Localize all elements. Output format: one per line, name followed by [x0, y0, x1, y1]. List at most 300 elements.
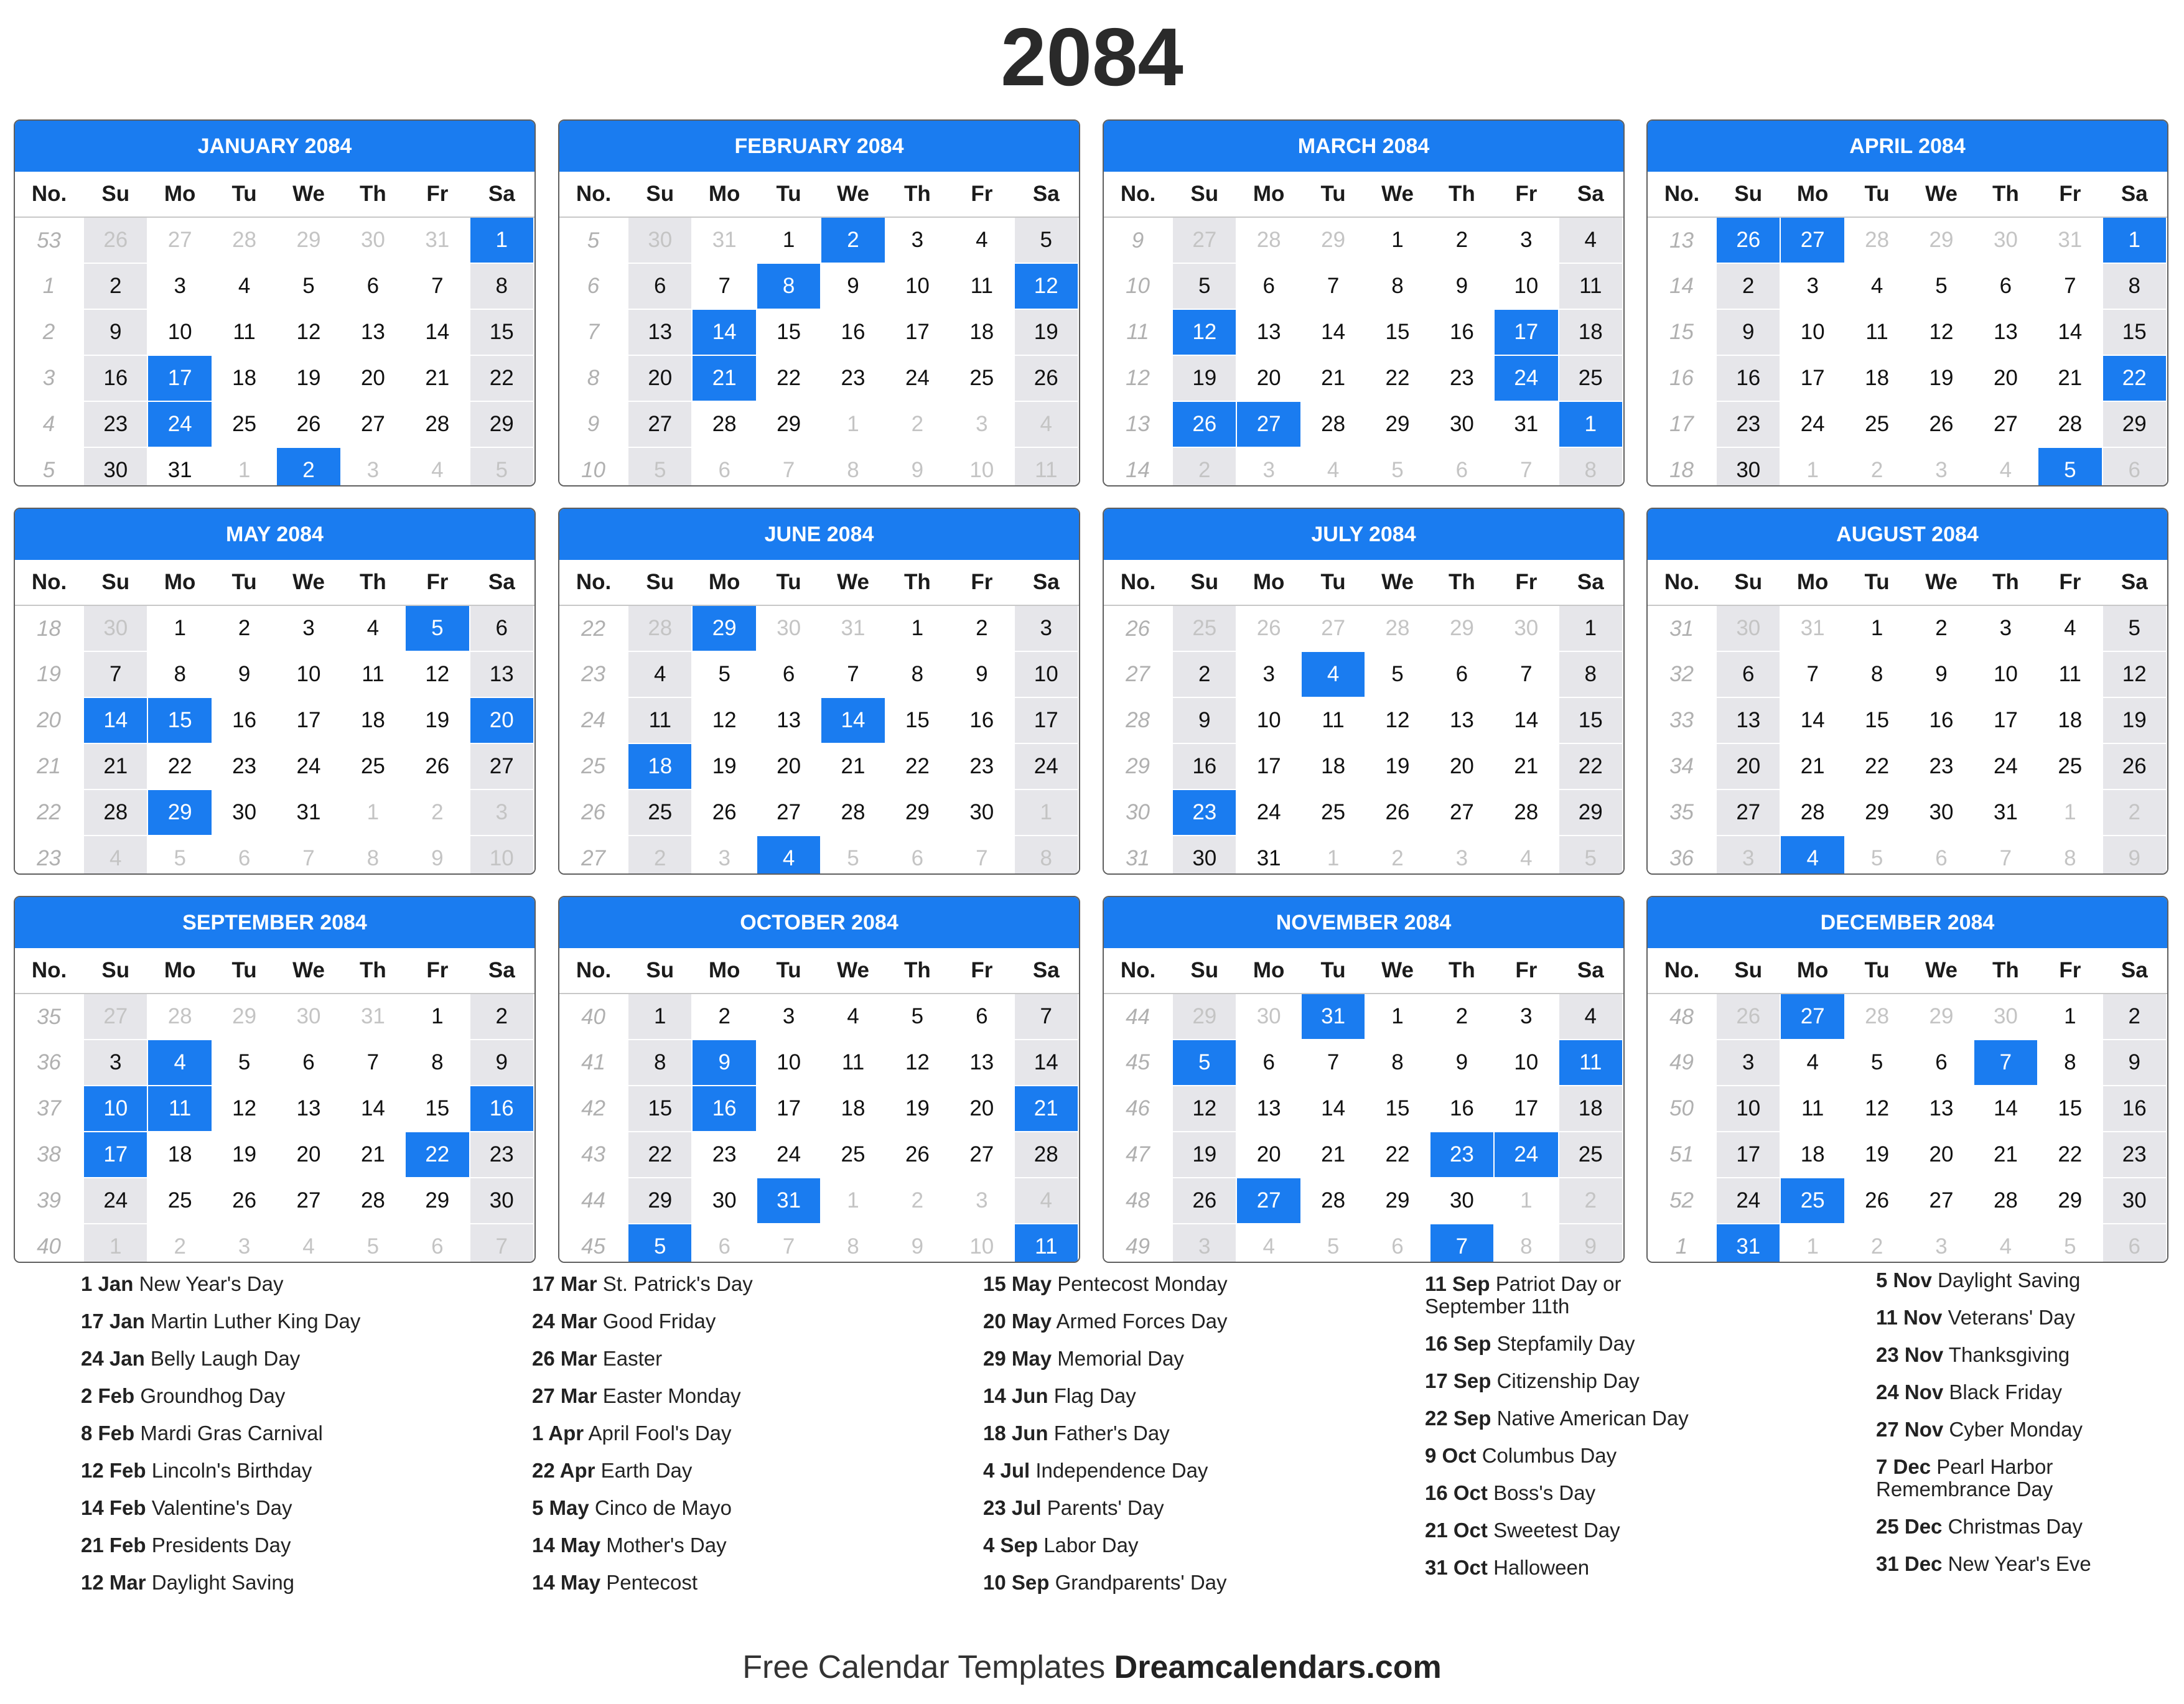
week-number: 34 [1648, 743, 1716, 789]
holiday-item [532, 1422, 943, 1445]
day-cell: 7 [405, 263, 469, 309]
day-cell-holiday: 11 [147, 1086, 212, 1132]
week-number: 1 [15, 263, 83, 309]
week-row [1648, 994, 2167, 1040]
weekday-header: Sa [2102, 948, 2167, 994]
weekday-header: Sa [1559, 948, 1623, 994]
day-cell: 31 [1494, 401, 1558, 447]
week-number: 36 [15, 1040, 83, 1086]
holiday-name: Parents' Day [1047, 1496, 1164, 1519]
holiday-date: 20 May [983, 1310, 1052, 1333]
holiday-date: 17 Jan [81, 1310, 145, 1333]
holiday-item [983, 1310, 1394, 1333]
day-cell: 28 [147, 994, 212, 1040]
day-cell: 8 [147, 651, 212, 697]
holiday-item [81, 1310, 492, 1333]
day-cell: 4 [1559, 994, 1623, 1040]
day-cell: 29 [1172, 994, 1236, 1040]
day-cell: 2 [692, 994, 756, 1040]
day-cell: 10 [1974, 651, 2038, 697]
day-cell: 4 [821, 994, 885, 1040]
day-cell: 28 [1014, 1132, 1078, 1178]
day-cell: 23 [692, 1132, 756, 1178]
day-cell: 27 [950, 1132, 1014, 1178]
weekday-header: Mo [1780, 948, 1844, 994]
weekday-header: Th [341, 560, 405, 605]
weekday-header: Tu [1301, 172, 1365, 217]
day-cell: 20 [1430, 743, 1494, 789]
day-cell: 11 [1559, 263, 1623, 309]
day-cell: 18 [1559, 1086, 1623, 1132]
day-cell: 3 [1780, 263, 1844, 309]
day-cell: 5 [276, 263, 340, 309]
week-row [15, 605, 534, 651]
day-cell: 9 [1559, 1224, 1623, 1263]
day-cell-holiday: 31 [1301, 994, 1365, 1040]
day-cell: 7 [276, 836, 340, 875]
day-cell: 8 [1365, 1040, 1429, 1086]
week-row [559, 651, 1078, 697]
day-cell: 5 [1365, 651, 1429, 697]
holiday-date: 18 Jun [983, 1422, 1048, 1445]
day-cell: 20 [1716, 743, 1780, 789]
day-cell: 7 [1974, 836, 2038, 875]
day-cell: 3 [1716, 1040, 1780, 1086]
day-cell: 4 [950, 217, 1014, 263]
week-row [559, 605, 1078, 651]
day-cell: 24 [757, 1132, 821, 1178]
week-row [559, 836, 1078, 875]
holiday-name: Native American Day [1496, 1407, 1689, 1430]
holiday-date: 11 Sep [1425, 1272, 1490, 1295]
week-number: 47 [1104, 1132, 1172, 1178]
day-cell: 28 [1974, 1178, 2038, 1224]
day-cell: 29 [1301, 217, 1365, 263]
holiday-column [983, 1273, 1394, 1609]
day-cell: 23 [1909, 743, 1973, 789]
week-row [1648, 1086, 2167, 1132]
day-cell: 5 [2038, 1224, 2102, 1263]
day-cell: 19 [692, 743, 756, 789]
day-cell: 16 [1172, 743, 1236, 789]
holiday-date: 2 Feb [81, 1384, 135, 1407]
holiday-date: 24 Mar [532, 1310, 597, 1333]
weekday-header: Th [1974, 948, 2038, 994]
day-cell: 27 [147, 217, 212, 263]
holiday-item [532, 1460, 943, 1482]
day-cell: 5 [147, 836, 212, 875]
week-row [559, 447, 1078, 487]
day-cell: 14 [1301, 1086, 1365, 1132]
day-cell: 31 [276, 789, 340, 836]
day-cell: 2 [885, 401, 950, 447]
day-cell-holiday: 27 [1780, 994, 1844, 1040]
day-cell-holiday: 4 [1780, 836, 1844, 875]
day-cell-holiday: 10 [83, 1086, 147, 1132]
week-number: 44 [559, 1178, 628, 1224]
day-cell: 15 [1365, 309, 1429, 355]
day-cell: 29 [1430, 605, 1494, 651]
day-cell: 11 [950, 263, 1014, 309]
holiday-item [983, 1273, 1394, 1295]
day-cell: 7 [821, 651, 885, 697]
holiday-item [1425, 1407, 1717, 1430]
day-cell: 10 [470, 836, 534, 875]
week-row [1104, 263, 1623, 309]
day-cell: 29 [757, 401, 821, 447]
holiday-item [983, 1571, 1394, 1594]
weekday-header: Sa [470, 948, 534, 994]
day-cell: 13 [1909, 1086, 1973, 1132]
weekday-header-row [1648, 948, 2167, 994]
holiday-name: Valentine's Day [151, 1496, 292, 1519]
day-cell: 27 [628, 401, 692, 447]
day-cell: 18 [212, 355, 276, 401]
day-cell-holiday: 14 [821, 697, 885, 743]
month-title: AUGUST 2084 [1648, 509, 2167, 560]
holiday-name: New Year's Eve [1948, 1552, 2091, 1575]
holiday-item [983, 1460, 1394, 1482]
weekday-header: Fr [405, 948, 469, 994]
day-cell: 11 [341, 651, 405, 697]
weekday-header: Su [628, 172, 692, 217]
day-cell: 19 [1172, 1132, 1236, 1178]
day-cell: 13 [950, 1040, 1014, 1086]
day-cell: 4 [1014, 1178, 1078, 1224]
month-table [15, 172, 534, 487]
day-cell: 22 [147, 743, 212, 789]
day-cell: 29 [2102, 401, 2167, 447]
week-row [1104, 605, 1623, 651]
day-cell: 2 [885, 1178, 950, 1224]
day-cell: 12 [276, 309, 340, 355]
day-cell: 18 [1780, 1132, 1844, 1178]
month-title: JUNE 2084 [559, 509, 1079, 560]
holiday-name: Sweetest Day [1493, 1519, 1620, 1542]
month-title: MARCH 2084 [1104, 121, 1623, 172]
week-row [15, 447, 534, 487]
day-cell: 7 [757, 1224, 821, 1263]
day-cell: 29 [885, 789, 950, 836]
day-cell: 1 [1301, 836, 1365, 875]
weekday-header: Sa [470, 172, 534, 217]
week-row [1104, 836, 1623, 875]
holiday-date: 24 Jan [81, 1347, 145, 1370]
day-cell: 15 [885, 697, 950, 743]
holiday-name: Belly Laugh Day [150, 1347, 301, 1370]
day-cell: 1 [1559, 605, 1623, 651]
day-cell: 24 [1974, 743, 2038, 789]
day-cell: 5 [1845, 1040, 1909, 1086]
holiday-name: Grandparents' Day [1055, 1571, 1227, 1594]
day-cell: 6 [1430, 447, 1494, 487]
day-cell: 26 [276, 401, 340, 447]
week-number-header: No. [15, 948, 83, 994]
weekday-header: We [1909, 948, 1973, 994]
day-cell: 7 [1780, 651, 1844, 697]
day-cell: 29 [1559, 789, 1623, 836]
day-cell: 30 [2102, 1178, 2167, 1224]
holiday-item [532, 1348, 943, 1370]
day-cell: 5 [2102, 605, 2167, 651]
day-cell: 26 [405, 743, 469, 789]
day-cell: 8 [885, 651, 950, 697]
week-row [559, 1086, 1078, 1132]
day-cell: 17 [757, 1086, 821, 1132]
month-card [558, 119, 1080, 487]
weekday-header: Tu [212, 172, 276, 217]
day-cell: 2 [1559, 1178, 1623, 1224]
day-cell: 2 [1365, 836, 1429, 875]
day-cell: 9 [470, 1040, 534, 1086]
day-cell: 30 [1430, 401, 1494, 447]
weekday-header: Su [83, 172, 147, 217]
day-cell: 7 [692, 263, 756, 309]
day-cell: 1 [885, 605, 950, 651]
day-cell-holiday: 7 [1974, 1040, 2038, 1086]
holiday-column [1876, 1269, 2125, 1590]
holiday-date: 23 Jul [983, 1496, 1042, 1519]
week-number: 5 [559, 217, 628, 263]
weekday-header: Mo [1236, 948, 1300, 994]
day-cell: 23 [212, 743, 276, 789]
day-cell: 21 [1974, 1132, 2038, 1178]
weekday-header-row [559, 172, 1078, 217]
holiday-date: 21 Oct [1425, 1519, 1488, 1542]
holiday-name: Daylight Saving [151, 1571, 295, 1594]
week-number: 40 [559, 994, 628, 1040]
holiday-item [1425, 1557, 1717, 1579]
day-cell: 9 [885, 447, 950, 487]
weekday-header-row [559, 948, 1078, 994]
day-cell: 17 [1974, 697, 2038, 743]
holiday-name: Father's Day [1053, 1422, 1170, 1445]
day-cell: 23 [1716, 401, 1780, 447]
week-number-header: No. [1648, 560, 1716, 605]
weekday-header: Fr [405, 560, 469, 605]
day-cell: 27 [1716, 789, 1780, 836]
weekday-header-row [1648, 560, 2167, 605]
day-cell: 2 [83, 263, 147, 309]
weekday-header: Th [885, 172, 950, 217]
week-row [1648, 1132, 2167, 1178]
day-cell: 4 [1974, 447, 2038, 487]
week-row [1648, 1040, 2167, 1086]
day-cell: 17 [1716, 1132, 1780, 1178]
weekday-header: We [1365, 948, 1429, 994]
day-cell: 1 [821, 1178, 885, 1224]
footer-prefix: Free Calendar Templates [742, 1649, 1106, 1685]
holiday-date: 24 Nov [1876, 1380, 1944, 1404]
holiday-name: Martin Luther King Day [150, 1310, 361, 1333]
day-cell: 17 [1236, 743, 1300, 789]
day-cell: 11 [1014, 447, 1078, 487]
day-cell: 29 [1909, 217, 1973, 263]
day-cell: 15 [470, 309, 534, 355]
weekday-header: Th [1974, 172, 2038, 217]
day-cell: 3 [1172, 1224, 1236, 1263]
weekday-header-row [1104, 172, 1623, 217]
holiday-date: 4 Jul [983, 1459, 1030, 1482]
day-cell: 16 [212, 697, 276, 743]
day-cell: 28 [83, 789, 147, 836]
day-cell: 2 [147, 1224, 212, 1263]
week-row [1648, 401, 2167, 447]
day-cell: 6 [2102, 1224, 2167, 1263]
day-cell: 9 [405, 836, 469, 875]
weekday-header: Tu [1301, 560, 1365, 605]
day-cell: 12 [885, 1040, 950, 1086]
week-number: 49 [1104, 1224, 1172, 1263]
day-cell: 14 [1014, 1040, 1078, 1086]
day-cell-holiday: 31 [1716, 1224, 1780, 1263]
week-number-header: No. [15, 172, 83, 217]
day-cell: 11 [212, 309, 276, 355]
day-cell: 15 [1365, 1086, 1429, 1132]
day-cell: 30 [83, 447, 147, 487]
day-cell: 26 [1909, 401, 1973, 447]
day-cell: 4 [1301, 447, 1365, 487]
holiday-item [532, 1310, 943, 1333]
week-row [15, 355, 534, 401]
week-number-header: No. [559, 560, 628, 605]
holiday-item [1425, 1273, 1717, 1318]
weekday-header: Su [83, 948, 147, 994]
day-cell: 4 [1845, 263, 1909, 309]
week-number-header: No. [1104, 172, 1172, 217]
day-cell: 6 [1236, 1040, 1300, 1086]
day-cell-holiday: 9 [692, 1040, 756, 1086]
day-cell: 22 [1365, 355, 1429, 401]
day-cell: 27 [1974, 401, 2038, 447]
day-cell: 14 [1974, 1086, 2038, 1132]
holiday-date: 5 May [532, 1496, 589, 1519]
day-cell: 6 [885, 836, 950, 875]
week-row [1648, 1178, 2167, 1224]
week-number: 32 [1648, 651, 1716, 697]
day-cell: 24 [1014, 743, 1078, 789]
day-cell: 16 [1430, 1086, 1494, 1132]
holiday-column [1425, 1273, 1717, 1594]
weekday-header: Th [885, 948, 950, 994]
weekday-header: Mo [147, 948, 212, 994]
day-cell: 5 [821, 836, 885, 875]
week-row [1104, 1086, 1623, 1132]
day-cell: 1 [1780, 447, 1844, 487]
holiday-item [1425, 1482, 1717, 1504]
day-cell: 2 [1716, 263, 1780, 309]
day-cell: 16 [1430, 309, 1494, 355]
day-cell: 4 [1780, 1040, 1844, 1086]
day-cell: 8 [341, 836, 405, 875]
day-cell: 6 [757, 651, 821, 697]
holiday-name: Daylight Saving [1938, 1269, 2081, 1292]
holiday-name: Mother's Day [606, 1534, 727, 1557]
day-cell-holiday: 11 [1014, 1224, 1078, 1263]
day-cell: 1 [405, 994, 469, 1040]
day-cell: 13 [341, 309, 405, 355]
day-cell: 30 [341, 217, 405, 263]
day-cell-holiday: 27 [1780, 217, 1844, 263]
holiday-date: 14 Jun [983, 1384, 1048, 1407]
day-cell: 13 [757, 697, 821, 743]
day-cell: 28 [212, 217, 276, 263]
day-cell: 6 [1236, 263, 1300, 309]
day-cell: 2 [470, 994, 534, 1040]
holiday-date: 31 Dec [1876, 1552, 1943, 1575]
day-cell: 3 [83, 1040, 147, 1086]
month-title: DECEMBER 2084 [1648, 897, 2167, 948]
day-cell: 9 [821, 263, 885, 309]
month-title: APRIL 2084 [1648, 121, 2167, 172]
day-cell: 9 [885, 1224, 950, 1263]
weekday-header: Sa [1014, 172, 1078, 217]
day-cell: 6 [1909, 836, 1973, 875]
day-cell: 1 [1845, 605, 1909, 651]
week-row [559, 1178, 1078, 1224]
day-cell: 15 [2038, 1086, 2102, 1132]
day-cell: 4 [83, 836, 147, 875]
day-cell-holiday: 5 [405, 605, 469, 651]
day-cell-holiday: 4 [757, 836, 821, 875]
month-table [1648, 948, 2167, 1263]
day-cell: 15 [1559, 697, 1623, 743]
week-number: 31 [1104, 836, 1172, 875]
holiday-date: 16 Oct [1425, 1481, 1488, 1504]
holiday-name: Flag Day [1053, 1384, 1136, 1407]
day-cell: 10 [885, 263, 950, 309]
day-cell: 21 [1301, 355, 1365, 401]
week-number: 4 [15, 401, 83, 447]
day-cell: 3 [1494, 994, 1558, 1040]
day-cell: 22 [628, 1132, 692, 1178]
day-cell: 15 [405, 1086, 469, 1132]
day-cell: 26 [83, 217, 147, 263]
day-cell: 2 [1172, 651, 1236, 697]
weekday-header: Su [1716, 948, 1780, 994]
day-cell: 1 [212, 447, 276, 487]
day-cell: 1 [2038, 994, 2102, 1040]
day-cell: 21 [1494, 743, 1558, 789]
week-number-header: No. [559, 172, 628, 217]
day-cell: 3 [757, 994, 821, 1040]
holiday-name: Pearl Harbor Remembrance Day [1876, 1455, 2053, 1501]
holiday-name: Columbus Day [1482, 1444, 1617, 1467]
day-cell: 12 [1909, 309, 1973, 355]
month-card [1103, 896, 1625, 1263]
day-cell: 27 [1172, 217, 1236, 263]
day-cell-holiday: 14 [692, 309, 756, 355]
holiday-date: 15 May [983, 1272, 1052, 1295]
holiday-name: Labor Day [1043, 1534, 1139, 1557]
day-cell: 23 [2102, 1132, 2167, 1178]
day-cell: 7 [1494, 447, 1558, 487]
day-cell-holiday: 21 [1014, 1086, 1078, 1132]
day-cell: 4 [1014, 401, 1078, 447]
day-cell: 2 [1430, 217, 1494, 263]
week-number: 41 [559, 1040, 628, 1086]
weekday-header: Mo [1236, 172, 1300, 217]
day-cell: 31 [147, 447, 212, 487]
holiday-name: New Year's Day [139, 1272, 284, 1295]
week-number: 19 [15, 651, 83, 697]
holiday-item [983, 1348, 1394, 1370]
week-number: 45 [1104, 1040, 1172, 1086]
weekday-header: Mo [692, 560, 756, 605]
day-cell: 8 [821, 1224, 885, 1263]
day-cell: 5 [1559, 836, 1623, 875]
weekday-header: Su [1716, 172, 1780, 217]
